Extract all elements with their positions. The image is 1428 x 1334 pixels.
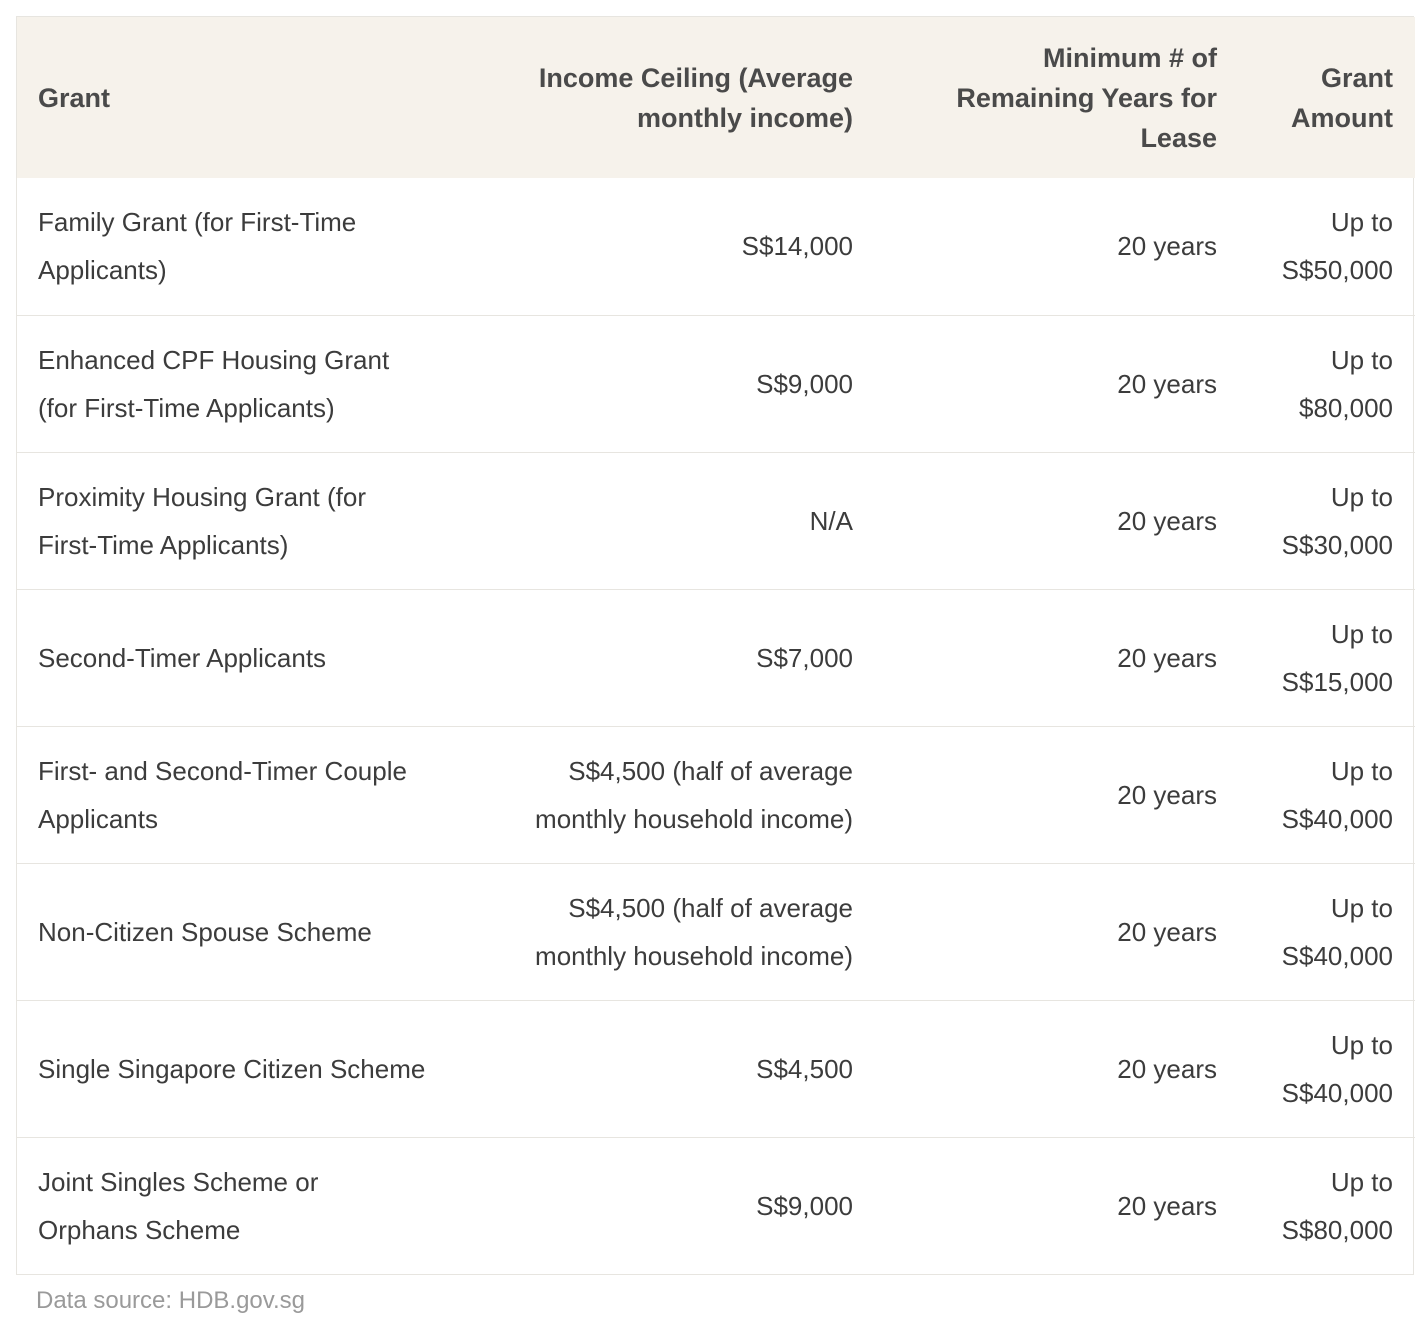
cell-income-ceiling xyxy=(487,726,875,863)
grant-amount-line: Up to xyxy=(1330,892,1393,923)
cell-grant xyxy=(17,315,487,452)
cell-min-years xyxy=(875,178,1239,315)
cell-grant-amount xyxy=(1239,726,1415,863)
grant-amount-line: S$80,000 xyxy=(1281,1214,1393,1245)
grant-name-line: Proximity Housing Grant (for xyxy=(38,481,366,512)
cell-grant-amount xyxy=(1239,589,1415,726)
grants-table xyxy=(17,17,1415,1274)
grant-amount-line: Up to xyxy=(1330,618,1393,649)
income-ceiling-line: monthly household income) xyxy=(535,940,853,971)
cell-min-years xyxy=(875,1137,1239,1274)
cell-grant xyxy=(17,863,487,1000)
table-row xyxy=(17,589,1415,726)
min-years-value: 20 years xyxy=(1117,779,1217,810)
min-years-value: 20 years xyxy=(1117,505,1217,536)
grant-name-line: Orphans Scheme xyxy=(38,1214,241,1245)
income-ceiling-line: S$7,000 xyxy=(756,642,853,673)
cell-grant-amount xyxy=(1239,178,1415,315)
income-ceiling-line: monthly household income) xyxy=(535,803,853,834)
grant-amount-line: $80,000 xyxy=(1299,392,1393,423)
header-years-line3: Lease xyxy=(1140,122,1217,153)
grant-name-line: Applicants) xyxy=(38,255,167,286)
header-income-ceiling xyxy=(487,17,875,178)
header-years-line2: Remaining Years for xyxy=(956,82,1217,113)
grant-amount-line: Up to xyxy=(1330,1166,1393,1197)
header-grant-amount xyxy=(1239,17,1415,178)
cell-income-ceiling xyxy=(487,1137,875,1274)
income-ceiling-line: S$9,000 xyxy=(756,1190,853,1221)
cell-min-years xyxy=(875,589,1239,726)
income-ceiling-line: S$9,000 xyxy=(756,368,853,399)
grant-amount-line: S$40,000 xyxy=(1281,940,1393,971)
cell-income-ceiling xyxy=(487,589,875,726)
grant-name-line: (for First-Time Applicants) xyxy=(38,392,335,423)
grant-amount-line: Up to xyxy=(1330,344,1393,375)
header-grant xyxy=(17,17,487,178)
cell-grant xyxy=(17,1137,487,1274)
table-header xyxy=(17,17,1415,178)
grant-amount-line: S$50,000 xyxy=(1281,255,1393,286)
min-years-value: 20 years xyxy=(1117,368,1217,399)
cell-grant xyxy=(17,178,487,315)
grant-name-line: Enhanced CPF Housing Grant xyxy=(38,344,390,375)
table-row xyxy=(17,452,1415,589)
grant-name-line: First-Time Applicants) xyxy=(38,529,289,560)
cell-grant-amount xyxy=(1239,863,1415,1000)
cell-income-ceiling xyxy=(487,178,875,315)
grant-name-line: Joint Singles Scheme or xyxy=(38,1166,319,1197)
header-income-line1: Income Ceiling (Average xyxy=(538,62,853,93)
header-min-years xyxy=(875,17,1239,178)
grant-name-line: Non-Citizen Spouse Scheme xyxy=(38,916,372,947)
header-grant-label: Grant xyxy=(38,82,111,113)
cell-income-ceiling xyxy=(487,452,875,589)
table-row xyxy=(17,1137,1415,1274)
grant-amount-line: Up to xyxy=(1330,207,1393,238)
grant-amount-line: Up to xyxy=(1330,481,1393,512)
header-income-line2: monthly income) xyxy=(636,102,853,133)
cell-grant xyxy=(17,452,487,589)
header-amount-line2: Amount xyxy=(1291,102,1393,133)
income-ceiling-line: S$14,000 xyxy=(741,231,853,262)
min-years-value: 20 years xyxy=(1117,1190,1217,1221)
cell-grant xyxy=(17,1000,487,1137)
cell-grant-amount xyxy=(1239,1137,1415,1274)
grant-amount-line: Up to xyxy=(1330,1029,1393,1060)
table-row xyxy=(17,1000,1415,1137)
min-years-value: 20 years xyxy=(1117,916,1217,947)
table-row xyxy=(17,178,1415,315)
cell-min-years xyxy=(875,452,1239,589)
grant-amount-line: S$30,000 xyxy=(1281,529,1393,560)
income-ceiling-line: S$4,500 (half of average xyxy=(568,755,853,786)
cell-grant xyxy=(17,589,487,726)
cell-grant-amount xyxy=(1239,452,1415,589)
table-row xyxy=(17,863,1415,1000)
header-row xyxy=(17,17,1415,178)
table-body xyxy=(17,178,1415,1274)
grant-amount-line: S$15,000 xyxy=(1281,666,1393,697)
grant-amount-line: S$40,000 xyxy=(1281,1077,1393,1108)
income-ceiling-line: S$4,500 xyxy=(756,1053,853,1084)
grants-table-container xyxy=(16,16,1414,1275)
grant-name-line: Family Grant (for First-Time xyxy=(38,207,357,238)
income-ceiling-line: N/A xyxy=(809,505,853,536)
min-years-value: 20 years xyxy=(1117,231,1217,262)
min-years-value: 20 years xyxy=(1117,642,1217,673)
header-years-line1: Minimum # of xyxy=(1043,42,1217,73)
grant-amount-line: S$40,000 xyxy=(1281,803,1393,834)
cell-min-years xyxy=(875,863,1239,1000)
header-amount-line1: Grant xyxy=(1320,62,1393,93)
cell-income-ceiling xyxy=(487,315,875,452)
cell-min-years xyxy=(875,315,1239,452)
data-source-note: Data source: HDB.gov.sg xyxy=(36,1287,306,1314)
grant-name-line: Second-Timer Applicants xyxy=(38,642,327,673)
cell-min-years xyxy=(875,1000,1239,1137)
grant-name-line: Applicants xyxy=(38,803,158,834)
cell-income-ceiling xyxy=(487,1000,875,1137)
cell-grant-amount xyxy=(1239,1000,1415,1137)
cell-income-ceiling xyxy=(487,863,875,1000)
cell-grant xyxy=(17,726,487,863)
min-years-value: 20 years xyxy=(1117,1053,1217,1084)
table-row xyxy=(17,315,1415,452)
grant-name-line: Single Singapore Citizen Scheme xyxy=(38,1053,426,1084)
cell-min-years xyxy=(875,726,1239,863)
grant-amount-line: Up to xyxy=(1330,755,1393,786)
table-row xyxy=(17,726,1415,863)
income-ceiling-line: S$4,500 (half of average xyxy=(568,892,853,923)
cell-grant-amount xyxy=(1239,315,1415,452)
grant-name-line: First- and Second-Timer Couple xyxy=(38,755,407,786)
